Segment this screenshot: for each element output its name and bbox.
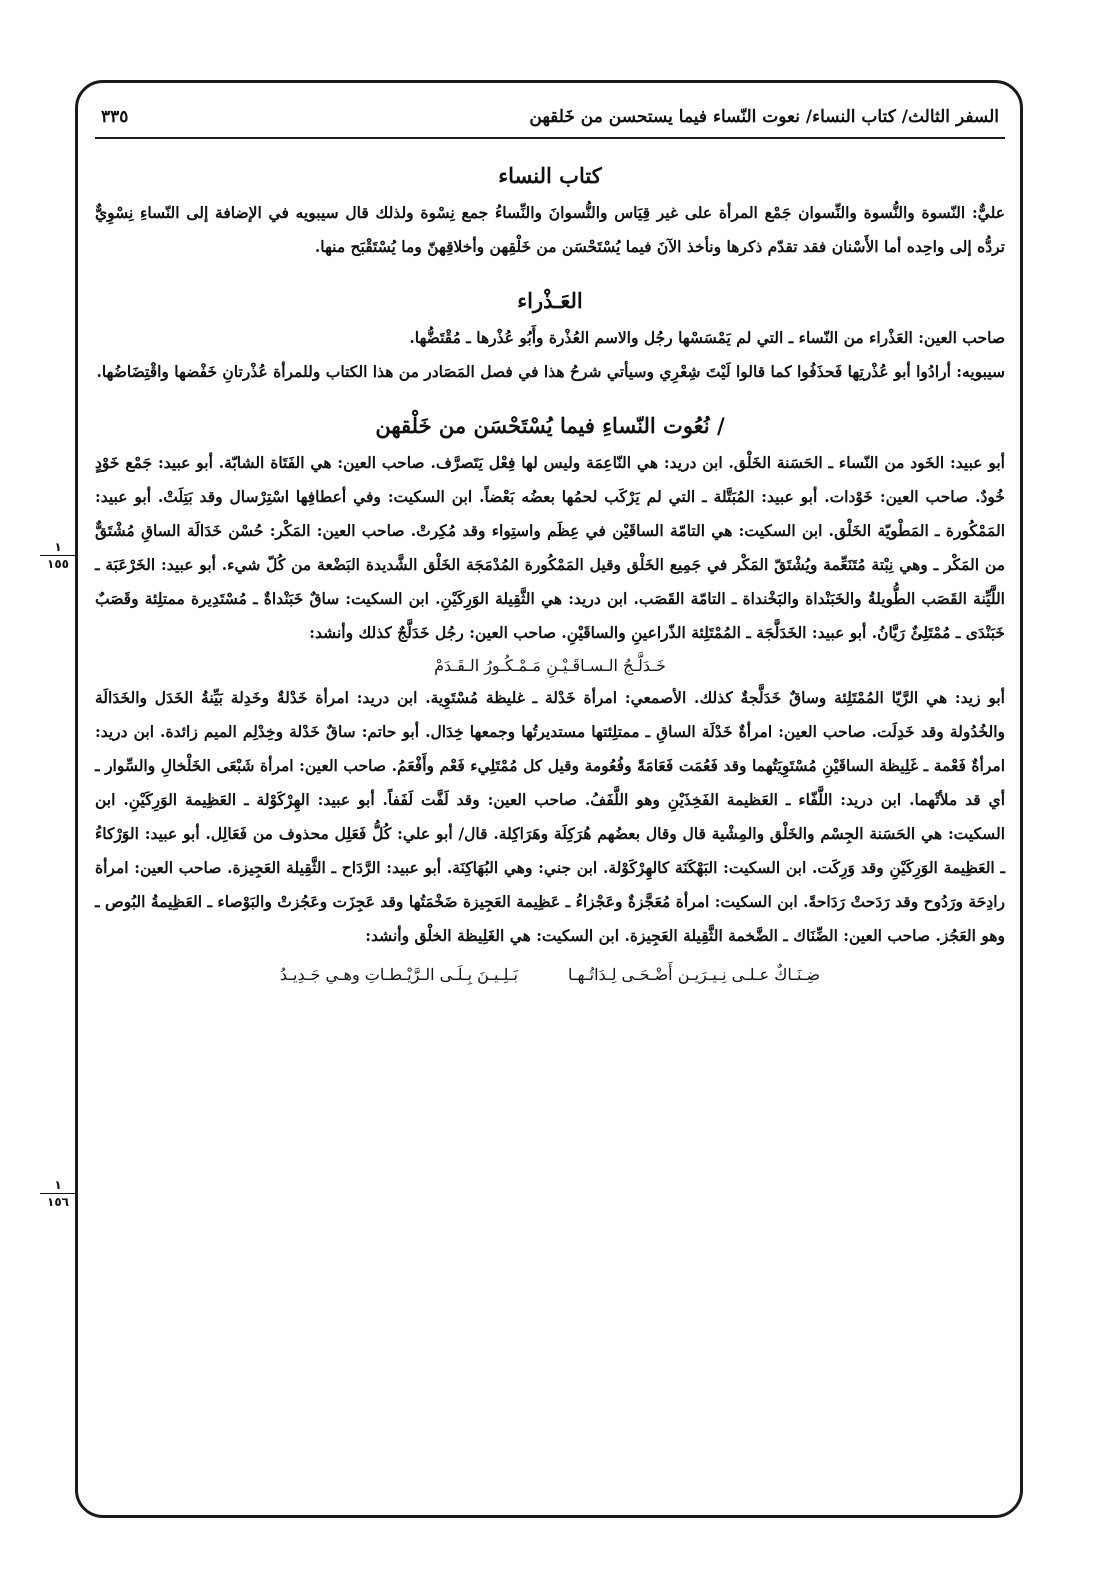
paragraph: أبو زيد: هي الرَّيّا المُمْتَلِئة وساقٌ خَدَلَّجةٌ كذلك. الأصمعي: امرأة خَدْلة ـ غليظة مُسْتَوِية. ابن دريد: امرأة خَدْلةٌ وخَدِلة بَيِّنةُ الخَدَل والخَدَالَة والخُدُولة وقد خَدِلَت. صاحب العين: امرأةٌ خَدْلَة الساقِ ـ ممتلِئتها مستديرتُها وجمعها خِدَال. أبو حاتم: ساقٌ خَدْلة وخِدْلِم الميم زائدة. ابن دريد: امرأةٌ فَعْمة ـ غَلِيظة الساقَيْنِ مُسْتَوِيَتُهما وقد فَعُمَت فَعَامَةً وفُعُومة وقيل كل مُمْتَلِيء فَعْم وأَفْعَمُ. صاحب العين: امرأة شَبْعَى الخَلْخالِ والسِّوار ـ أي قد ملأتْهما. ابن دريد: اللَّفّاء ـ العَظيمة الفَخِذَيْنِ وهو اللَّفَفُ. صاحب العين: وقد لَفَّت لَفَفاً. أبو عبيد: الهِرْكَوْلة ـ العَظِيمة الوَرِكَيْنِ. ابن السكيت: هي الحَسَنة الجِسْم والخَلْق والمِشْية قال وقال بعضُهم هُرَكِلَة وهَرَاكِلة. قال/ أبو علي: كُلُّ فَعَلِل محذوف من فَعَالِل. أبو عبيد: الوَرْكاءُ ـ العَظِيمة الوَرِكَيْنِ وقد وَرِكَت. ابن السكيت: البَهْكَنَة كالهِرْكَوْلة. ابن جني: وهي البُهَاكِنَة. أبو عبيد: الرَّدَاح ـ الثَّقِيلة العَجِيزة. صاحب العين: امرأة رادِحَة ورَدُوح وقد رَدَحتْ رَدَاحةً. ابن السكيت: امرأة مُعَجَّزةٌ وعَجْزاءُ ـ عَظِيمة العَجِيزة ضَخْمَتُها وقد عَجِزَت وعَجُزتْ والبَوْصاء ـ العَظِيمةُ البُوص ـ وهو العَجُز. صاحب العين: الضِّنَاك ـ الضَّخمة الثَّقِيلة العَجِيزة. ابن السكيت: هي الغَلِيظة الخلْق وأنشد: — [95, 688, 1005, 945]
paragraph: صاحب العين: العَذْراء من النّساء ـ التي لم يَمْسَسْها رجُل والاسم العُذْرة وأَبُو عُذْرها ـ مُقْتَضُّها. — [409, 328, 1005, 347]
margin-folio-note: ١ ١٥٥ — [40, 540, 76, 571]
paragraph: عليٌّ: النّسوة والنُّسوة والنِّسوان جَمْع المرأة على غير قِيَاس والنُّسوانَ والنِّساءُ جمع نِسْوة ولذلك قال سيبويه في الإضافة إلى النّساءِ نِسْوِيٌّ تردُّه إلى واحِده أما الأَسْنان فقد تقدّم ذكرها ونأخذ الآنَ فيما يُسْتَحْسَن من خَلْقِهن وأخلاقِهنّ وما يُسْتَقْبَح منها. — [95, 203, 1005, 256]
section-title: العَـذْراء — [517, 288, 583, 313]
page-content — [95, 95, 1005, 984]
verse-hemistich: بَـلِـيـنَ بِـلَـى الـرَّيْـطـاتِ وهـي جَـدِيـدُ — [279, 965, 518, 984]
verse-couplet — [95, 965, 1005, 984]
section-title: كتاب النساء — [498, 163, 602, 188]
section-title: / نُعُوت النّساءِ فيما يُسْتَحْسَن من خَلْقهن — [375, 413, 725, 438]
verse-hemistich: ضِـنَـاكٌ عـلـى نِـيـرَيـن أَضْـحَـى لِـدَاتُـهـا — [567, 965, 821, 984]
running-title: السفر الثالث/ كتاب النساء/ نعوت النّساء فيما يستحسن من خَلقهن — [529, 107, 999, 127]
verse-line: خَـدَلَّـجُ الـسـاقَـيْـنِ مَـمْـكُـورُ الـقَـدَمْ — [434, 656, 666, 675]
running-header — [95, 95, 1005, 139]
page-number: ٣٣٥ — [101, 107, 129, 127]
paragraph: سيبويه: أرادُوا أبو عُذْرتِها فَحذَفُوا كما قالوا لَيْتَ شِعْرِي وسيأتي شرحُ هذا في فصل المَصَادر من هذا الكتاب وللمرأة عُذْرتانِ خَفْضها واقْتِضَاضُها. — [96, 362, 1005, 381]
margin-folio-note: ١ ١٥٦ — [40, 1178, 76, 1209]
paragraph: أبو عبيد: الخَود من النّساء ـ الحَسَنة الخَلْق. ابن دريد: هي النّاعِمَة وليس لها فِعْل يَتَصرَّف. صاحب العين: هي الفَتَاة الشابّة. أبو عبيد: جَمْع خَوْدٍ خُودٌ. صاحب العين: خَوْدات. أبو عبيد: المُبَتَّلة ـ التي لم يَرْكَب لحمُها بعضُه بَعْضاً. ابن السكيت: وفي أعطافِها اسْتِرْسال وقد بَتِلَتْ. أبو عبيد: المَمْكُورة ـ المَطْويّة الخَلْق. ابن السكيت: هي التامّة الساقَيْن في عِظَم واستِواء وقد مُكِرتْ. صاحب العين: المَكْر: حُسْن خَدَالَة الساقِ مُشْتَقٌّ من المَكْر ـ وهي نِبْتة مُتَنَعِّمة ويُشْتَقّ المَكْر في جَمِيع الخَلْق وقيل المَمْكُورة المُدْمَجَة الخَلْق الشَّديدة البَضْعة من كُلّ شيء. أبو عبيد: الخَرْعَبَة ـ اللَّيِّنة القَصَب الطُّويلةُ والخَبَنْداة والبَخْنداة ـ التامّة القَصَب. ابن دريد: هي الثَّقِيلة الوَرِكَيْنِ. ابن السكيت: ساقٌ خَبَنْداةٌ ـ مُسْتَدِيرة ممتلِئة وقَصَبٌ خَبَنْدَى ـ مُمْتَلِئٌ رَيَّانُ. أبو عبيد: الخَدَلَّجَة ـ المُمْتَلِئة الذّراعينِ والساقَيْنِ. صاحب العين: رجُل خَدَلَّجٌ كذلك وأنشد: — [95, 453, 1005, 642]
